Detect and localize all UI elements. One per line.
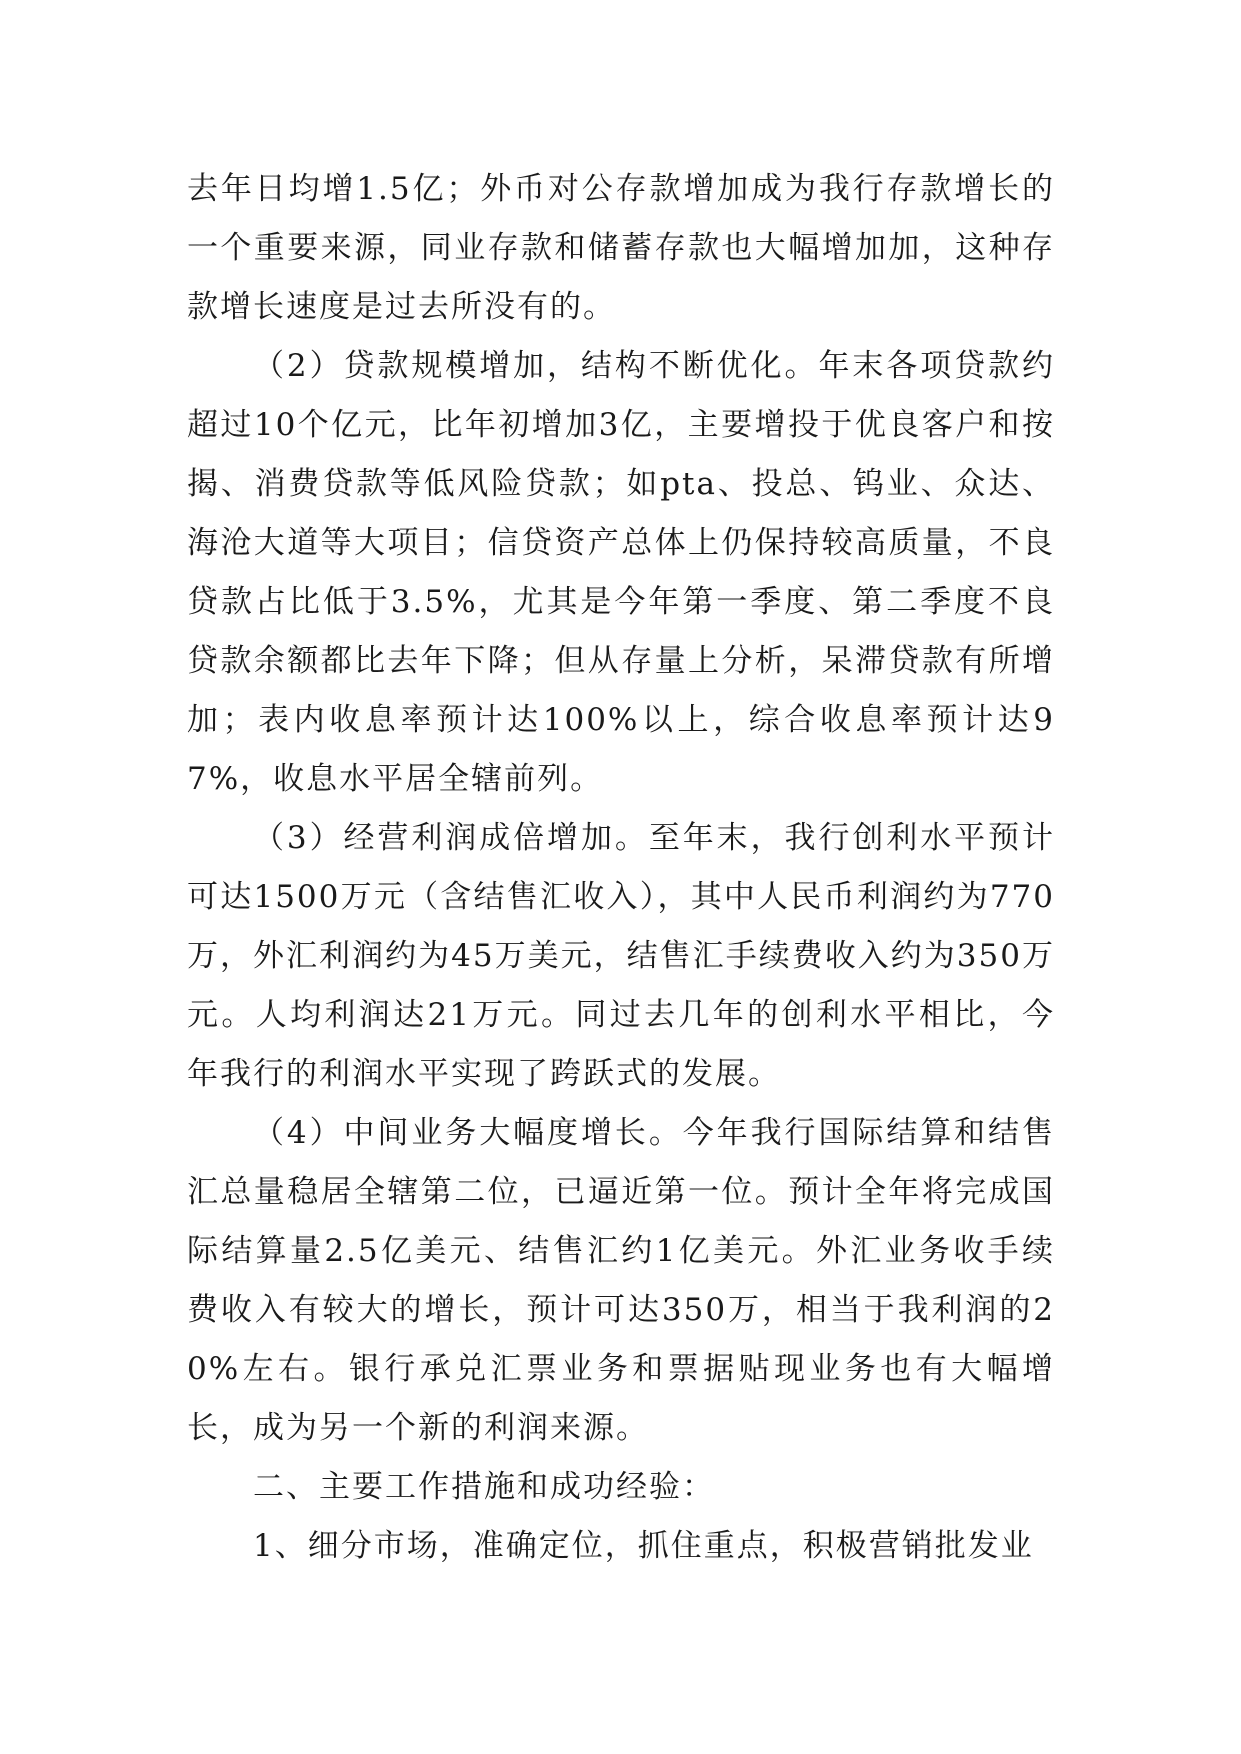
paragraph-intermediate-business: （4）中间业务大幅度增长。今年我行国际结算和结售汇总量稳居全辖第二位，已逼近第一位。预计全年将完成国际结算量2.5亿美元、结售汇约1亿美元。外汇业务收手续费收入有较大的增长，预计可达350万，相当于我利润的20%左右。银行承兑汇票业务和票据贴现业务也有大幅增长，成为另一个新的利润来源。 [187,1115,1055,1446]
paragraph-market-segmentation: 1、细分市场，准确定位，抓住重点，积极营销批发业 [253,1528,1034,1564]
paragraph-loan-scale: （2）贷款规模增加，结构不断优化。年末各项贷款约超过10个亿元，比年初增加3亿，主要增投于优良客户和按揭、消费贷款等低风险贷款；如pta、投总、钨业、众达、海沧大道等大项目；信贷资产总体上仍保持较高质量，不良贷款占比低于3.5%，尤其是今年第一季度、第二季度不良贷款余额都比去年下降；但从存量上分析，呆滞贷款有所增加；表内收息率预计达100%以上，综合收息率预计达97%，收息水平居全辖前列。 [187,348,1055,797]
document-body [187,160,1055,1576]
paragraph-operating-profit: （3）经营利润成倍增加。至年末，我行创利水平预计可达1500万元（含结售汇收入），其中人民币利润约为770万，外汇利润约为45万美元，结售汇手续费收入约为350万元。人均利润达21万元。同过去几年的创利水平相比，今年我行的利润水平实现了跨跃式的发展。 [187,820,1055,1092]
paragraph-deposit-growth: 去年日均增1.5亿；外币对公存款增加成为我行存款增长的一个重要来源，同业存款和储蓄存款也大幅增加加，这种存款增长速度是过去所没有的。 [187,171,1055,325]
section-heading-measures: 二、主要工作措施和成功经验： [253,1469,715,1505]
